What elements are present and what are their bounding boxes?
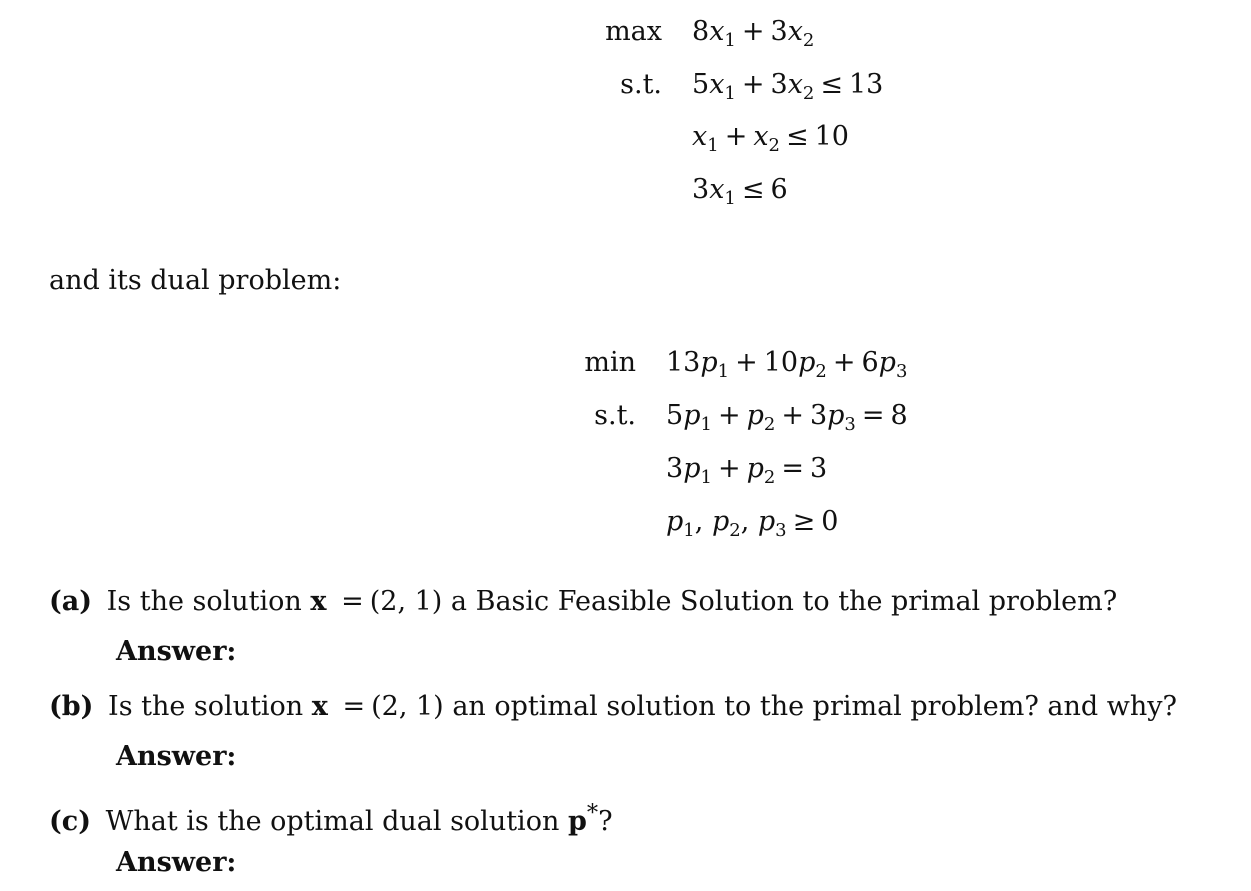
dual-constraint-2: $3p_1 + p_2 = 3$ xyxy=(666,453,828,488)
question-c-label: (c) xyxy=(49,806,91,837)
dual-objective-keyword: min xyxy=(584,347,636,378)
question-b-label: (b) xyxy=(49,691,94,722)
primal-constraint-keyword: s.t. xyxy=(620,69,662,100)
question-a-label: (a) xyxy=(49,586,93,617)
dual-intro-text: and its dual problem: xyxy=(49,265,342,296)
primal-constraint-1: $5x_1 + 3x_2 \le 13$ xyxy=(692,69,884,104)
question-b-answer-label: Answer: xyxy=(116,741,237,772)
primal-objective: $8x_1 + 3x_2$ xyxy=(692,16,815,51)
dual-constraint-1: $5p_1 + p_2 + 3p_3 = 8$ xyxy=(666,400,908,435)
primal-objective-keyword: max xyxy=(605,16,662,47)
question-b-text: (b) Is the solution x = (2, 1) an optimal solution to the primal problem? and why? xyxy=(49,691,1177,722)
question-c-text: (c) What is the optimal dual solution p*? xyxy=(49,800,613,837)
dual-constraint-3: $p_1$, $p_2$, $p_3 \ge 0$ xyxy=(666,506,839,541)
primal-constraint-3: $3x_1 \le 6$ xyxy=(692,174,788,209)
question-a-answer-label: Answer: xyxy=(116,636,237,667)
question-a-text: (a) Is the solution x = (2, 1) a Basic Feasible Solution to the primal problem? xyxy=(49,586,1118,617)
question-c-answer-label: Answer: xyxy=(116,847,237,878)
dual-constraint-keyword: s.t. xyxy=(594,400,636,431)
dual-objective: $13p_1 + 10p_2 + 6p_3$ xyxy=(666,347,908,382)
primal-constraint-2: $x_1 + x_2 \le 10$ xyxy=(692,121,849,156)
